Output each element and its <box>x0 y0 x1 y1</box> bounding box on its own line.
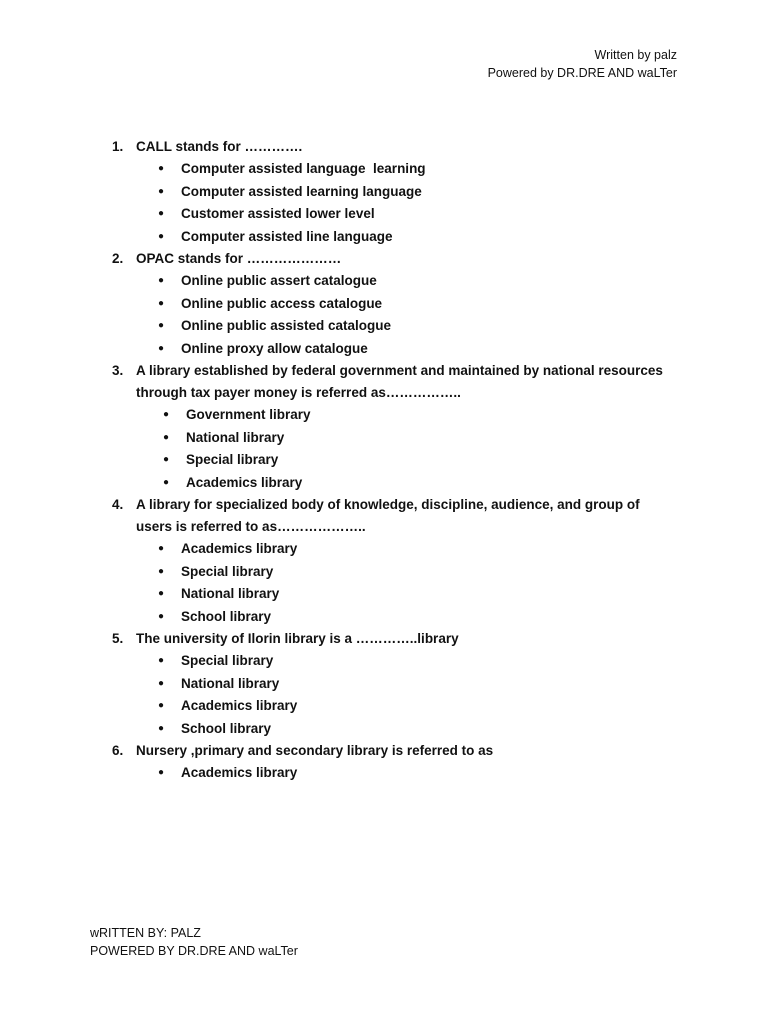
option-item <box>0 673 768 696</box>
bullet-icon: ● <box>158 185 165 197</box>
option-list <box>0 538 768 628</box>
bullet-icon: ● <box>158 700 165 711</box>
bullet-icon: ● <box>163 454 170 465</box>
question-list <box>0 136 768 785</box>
option-text: Online proxy allow catalogue <box>181 340 368 356</box>
option-text: Computer assisted line language <box>181 228 393 244</box>
question-number: 3. <box>112 363 124 378</box>
option-item <box>0 449 768 472</box>
bullet-icon: ● <box>158 230 165 242</box>
option-item <box>0 538 768 561</box>
option-text: Academics library <box>181 765 298 780</box>
question-3 <box>0 360 768 494</box>
bullet-icon: ● <box>158 722 165 734</box>
option-item <box>0 293 768 316</box>
option-list <box>0 404 768 494</box>
option-item <box>0 718 768 741</box>
option-item <box>0 158 768 181</box>
option-text: Online public assisted catalogue <box>181 318 392 333</box>
bullet-icon: ● <box>158 208 165 219</box>
question-text: The university of Ilorin library is a …………..library <box>136 631 459 646</box>
option-item <box>0 226 768 249</box>
option-text: Academics library <box>186 474 303 490</box>
bullet-icon: ● <box>158 342 165 354</box>
option-list <box>0 762 768 785</box>
option-text: Special library <box>186 452 279 467</box>
page-footer <box>90 924 298 960</box>
option-text: Computer assisted language learning <box>181 161 426 176</box>
option-item <box>0 404 768 427</box>
bullet-icon: ● <box>158 767 165 778</box>
option-item <box>0 181 768 204</box>
option-text: Computer assisted learning language <box>181 183 422 199</box>
bullet-icon: ● <box>158 275 165 286</box>
option-item <box>0 427 768 450</box>
question-text: A library for specialized body of knowledge, discipline, audience, and group of users is referred to as……………….. <box>136 497 640 534</box>
option-text: Government library <box>186 407 311 422</box>
page-header <box>488 46 677 82</box>
bullet-icon: ● <box>158 588 165 599</box>
option-text: Online public access catalogue <box>181 295 383 311</box>
bullet-icon: ● <box>158 565 165 577</box>
question-1 <box>0 136 768 248</box>
option-text: School library <box>181 608 272 624</box>
option-item <box>0 650 768 673</box>
option-list <box>0 650 768 740</box>
option-item <box>0 203 768 226</box>
question-number: 1. <box>112 139 124 154</box>
option-text: National library <box>181 675 280 691</box>
option-item <box>0 338 768 361</box>
option-item <box>0 583 768 606</box>
bullet-icon: ● <box>163 476 170 488</box>
question-text: CALL stands for …………. <box>136 139 303 154</box>
bullet-icon: ● <box>163 409 170 420</box>
question-number: 6. <box>112 743 124 758</box>
option-text: Special library <box>181 653 274 668</box>
bullet-icon: ● <box>158 163 165 174</box>
question-text: A library established by federal government and maintained by national resources through tax payer money is referred as…………….. <box>136 363 663 400</box>
question-4 <box>0 494 768 628</box>
option-text: National library <box>186 429 285 445</box>
option-text: National library <box>181 586 280 601</box>
bullet-icon: ● <box>158 610 165 622</box>
bullet-icon: ● <box>163 431 170 443</box>
option-item <box>0 315 768 338</box>
bullet-icon: ● <box>158 320 165 331</box>
bullet-icon: ● <box>158 543 165 554</box>
footer-author: wRITTEN BY: PALZ <box>90 926 201 940</box>
bullet-icon: ● <box>158 297 165 309</box>
option-item <box>0 695 768 718</box>
option-text: Academics library <box>181 698 298 713</box>
option-item <box>0 270 768 293</box>
question-6 <box>0 740 768 785</box>
question-number: 4. <box>112 497 124 512</box>
option-item <box>0 762 768 785</box>
header-powered-by: Powered by DR.DRE AND waLTer <box>487 66 677 80</box>
question-2 <box>0 248 768 360</box>
question-number: 5. <box>112 631 124 646</box>
question-number: 2. <box>112 251 124 266</box>
option-item <box>0 561 768 584</box>
header-author: Written by palz <box>594 48 677 62</box>
question-text: Nursery ,primary and secondary library is referred to as <box>136 743 494 758</box>
bullet-icon: ● <box>158 655 165 666</box>
option-item <box>0 606 768 629</box>
question-5 <box>0 628 768 740</box>
bullet-icon: ● <box>158 677 165 689</box>
question-text: OPAC stands for ………………… <box>136 251 342 266</box>
option-text: Special library <box>181 563 274 579</box>
option-list <box>0 270 768 360</box>
option-text: Academics library <box>181 541 298 556</box>
option-list <box>0 158 768 248</box>
option-text: School library <box>181 720 272 736</box>
footer-powered-by: POWERED BY DR.DRE AND waLTer <box>90 944 298 958</box>
option-text: Online public assert catalogue <box>181 273 377 288</box>
option-item <box>0 472 768 495</box>
option-text: Customer assisted lower level <box>181 206 375 221</box>
